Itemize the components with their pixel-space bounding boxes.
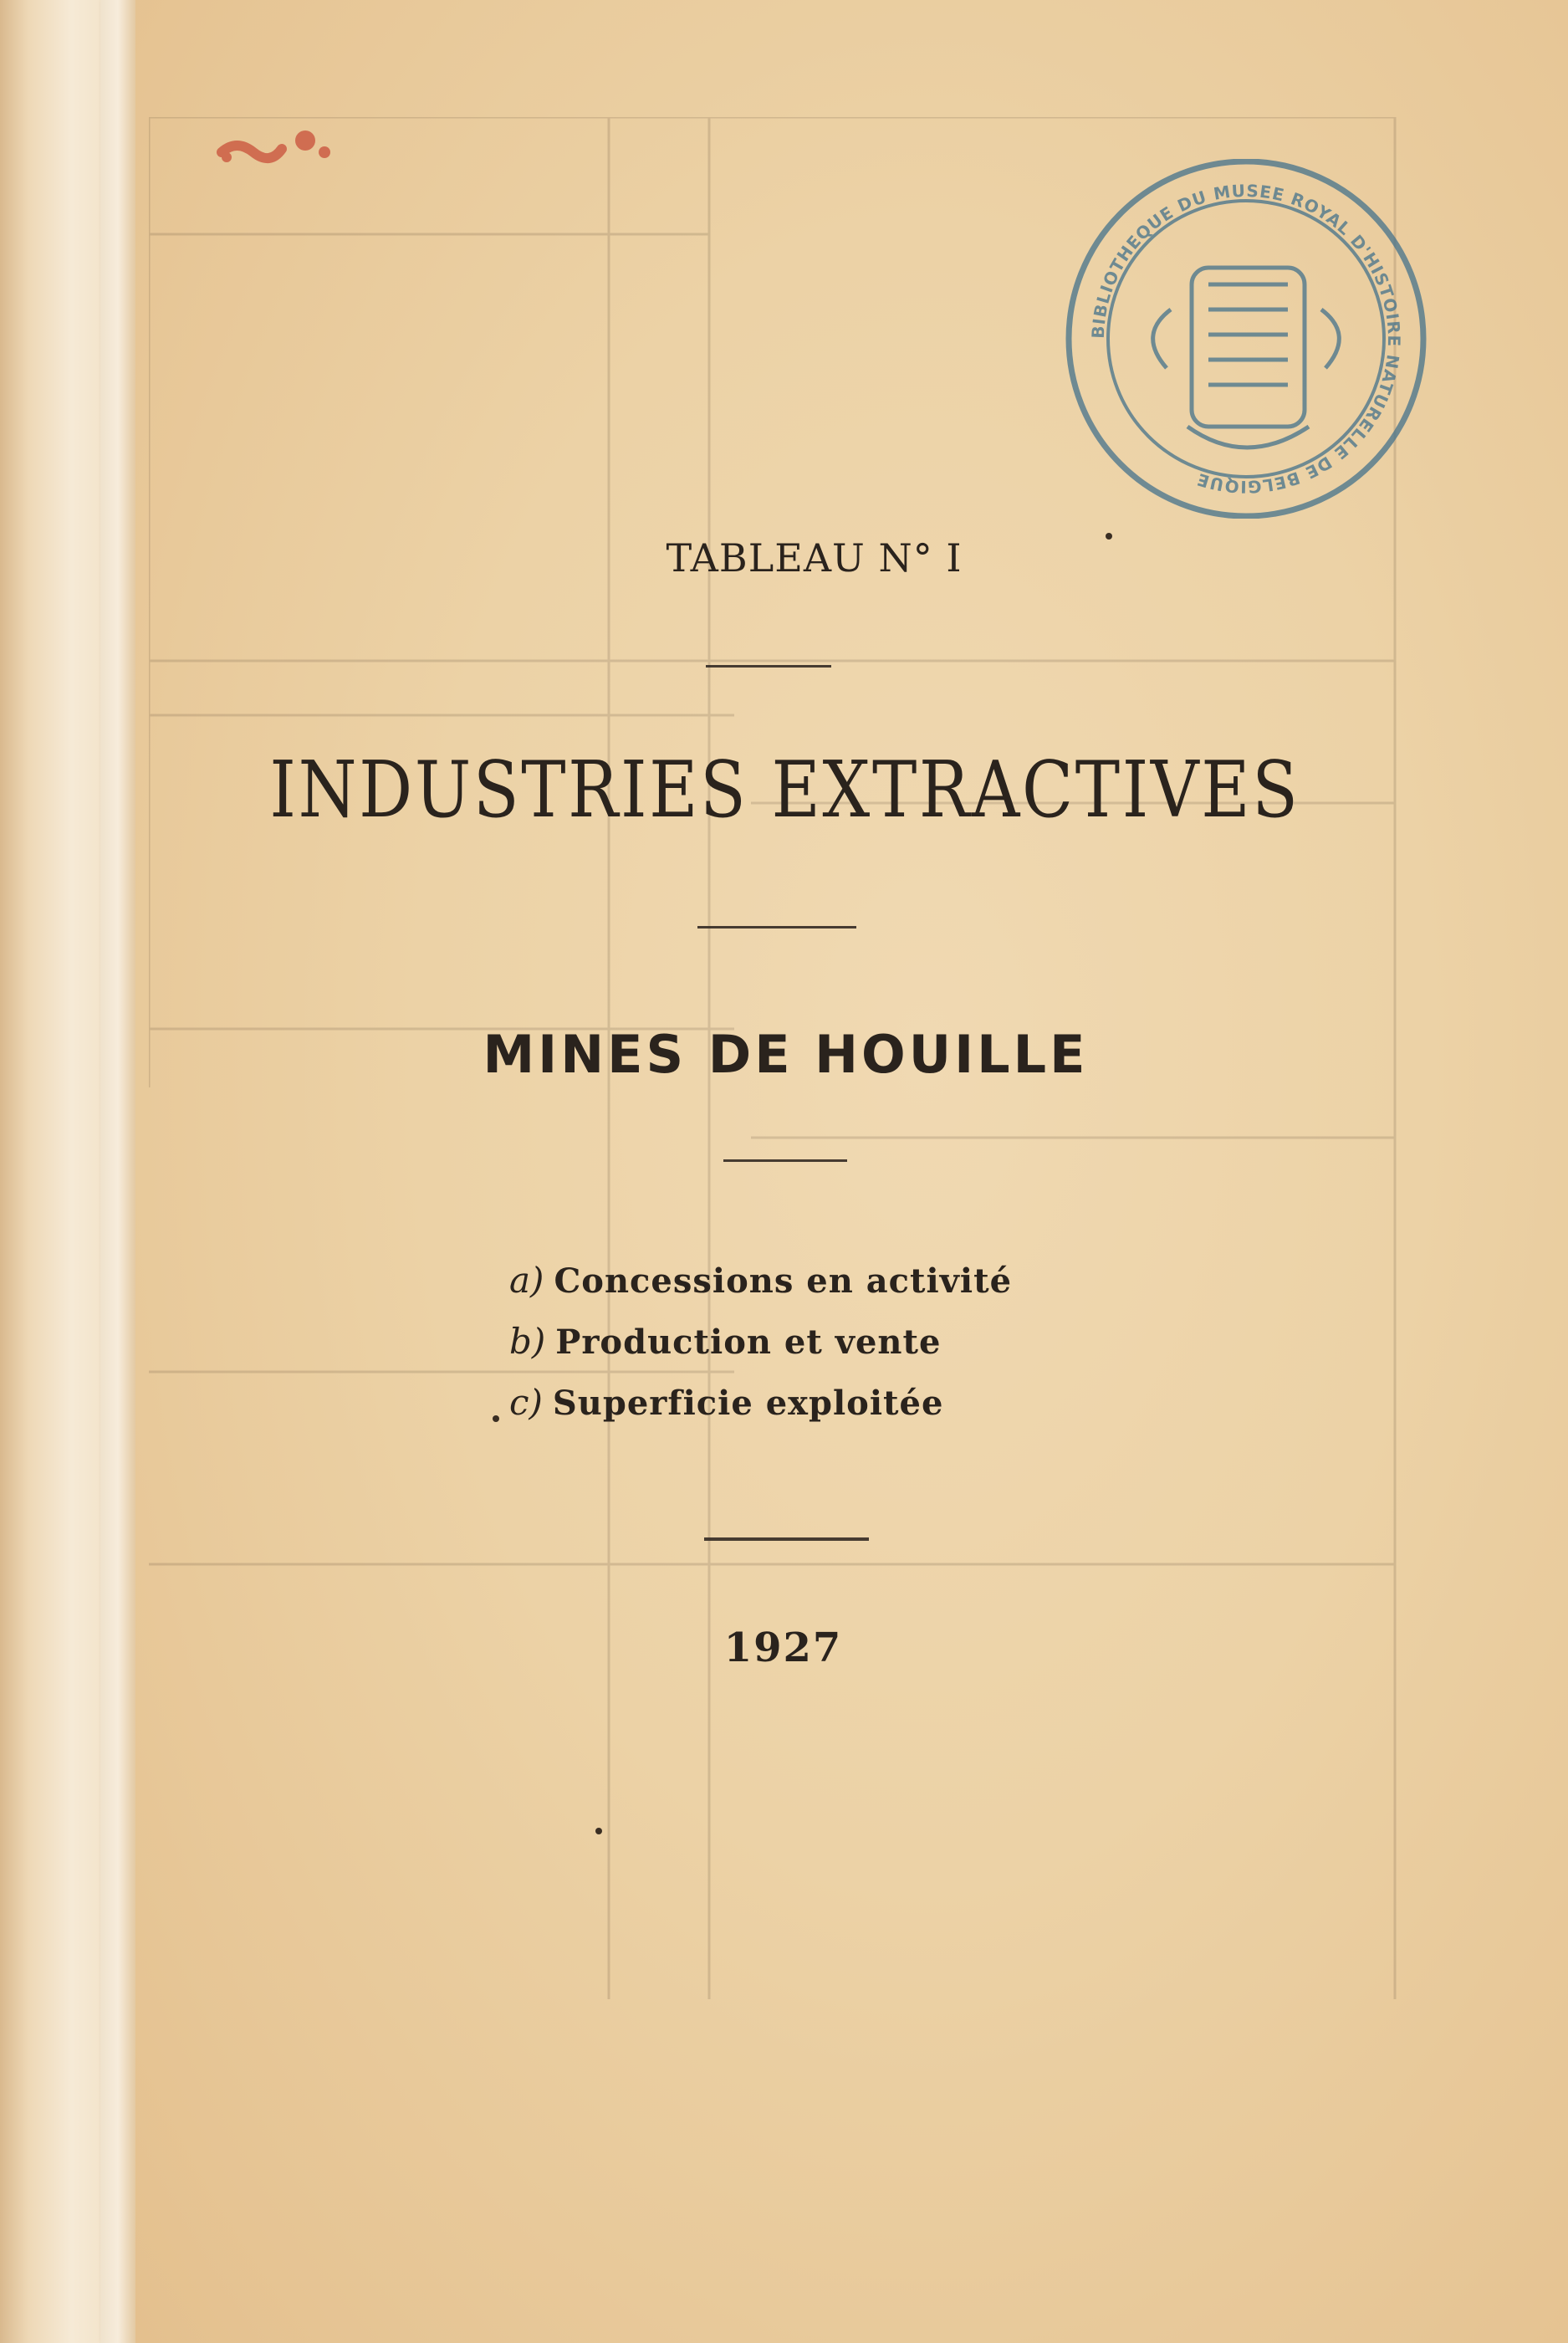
small-dot-2 [595,1828,602,1834]
small-dot-1 [493,1415,499,1422]
section-letter-a: a) [509,1260,544,1301]
small-dot-3 [1106,533,1112,540]
subtitle: MINES DE HOUILLE [483,1024,1089,1085]
rule-under-tableau [706,665,831,668]
section-letter-b: b) [509,1321,546,1362]
section-item-c [509,1372,1145,1433]
section-text-b: Production et vente [555,1322,942,1362]
section-text-c: Superficie exploitée [552,1384,944,1423]
rule-under-subtitle [723,1159,847,1162]
year: 1927 [723,1624,843,1671]
red-ink-mark [205,117,351,176]
section-item-b [509,1311,1145,1372]
rule-above-year [704,1537,869,1541]
stamp-text: BIBLIOTHEQUE DU MUSEE ROYAL D'HISTOIRE NATURELLE DE BELGIQUE [1087,180,1405,498]
section-letter-c: c) [509,1382,543,1423]
sections-list [509,1250,1145,1433]
binding-strip [100,0,135,2343]
library-stamp [1058,159,1434,519]
main-title: INDUSTRIES EXTRACTIVES [269,744,1300,835]
section-text-a: Concessions en activité [554,1261,1013,1301]
tableau-label: TABLEAU N° I [666,535,963,581]
section-item-a [509,1250,1145,1311]
rule-under-main-title [697,926,856,929]
